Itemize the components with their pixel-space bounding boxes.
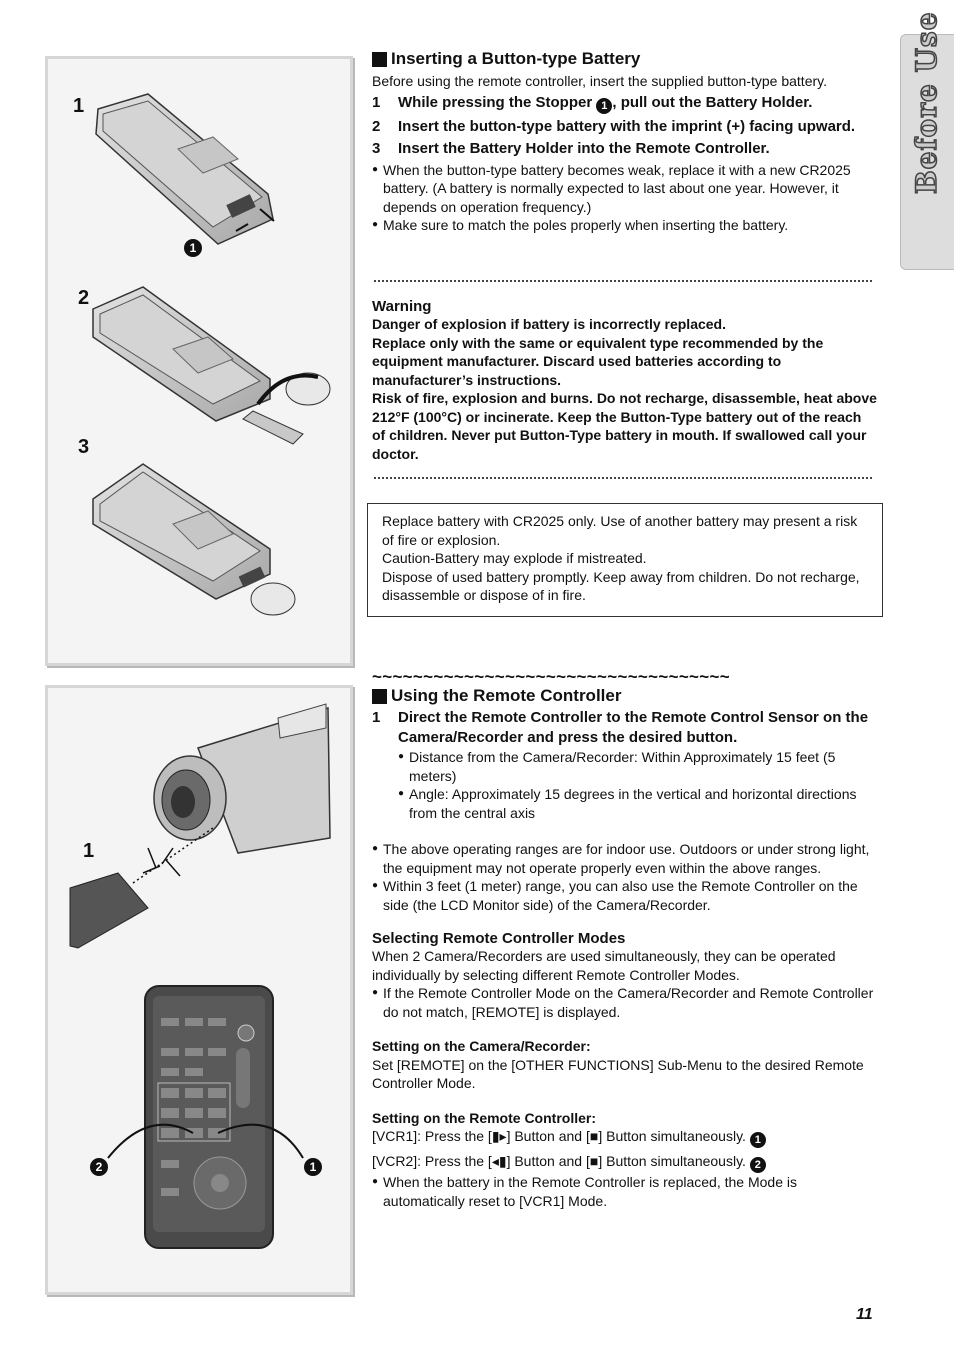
battery-note-1: ● When the button-type battery becomes weak, replace it with a new CR2025 battery. (A battery is normally expected to last about one year. However, it depends on operation frequency.) (372, 161, 851, 215)
figure-number-3: 3 (78, 436, 90, 458)
battery-step-3: 3 Insert the Battery Holder into the Remote Controller. (372, 139, 770, 157)
divider-dotted-1 (374, 280, 872, 282)
vcr1-ref-icon: 1 (750, 1132, 766, 1148)
vcr2-ref-icon: 2 (750, 1157, 766, 1173)
stopper-ref-icon: 1 (596, 98, 612, 114)
figure-number-2: 2 (78, 287, 90, 309)
figure-number-remote: 1 (83, 840, 95, 862)
play-icon: ▮▸ (491, 1128, 507, 1144)
remote-section (372, 667, 878, 1210)
section-marker (372, 689, 387, 704)
remote-back-1 (96, 94, 274, 244)
battery-step-1: 1 While pressing the Stopper 1 , pull out the Battery Holder. (372, 93, 813, 112)
section-tab-label: Before Use (910, 11, 943, 194)
caution-line-1: Replace battery with CR2025 only. Use of another battery may present a risk of fire or explosion. (382, 513, 858, 548)
battery-illustration-panel (45, 56, 353, 666)
modes-title: Selecting Remote Controller Modes (372, 930, 626, 947)
reverse-play-icon: ◂▮ (491, 1153, 507, 1169)
divider-dotted-2 (374, 477, 872, 479)
range-note-2: ● Within 3 feet (1 meter) range, you can also use the Remote Controller on the side (the LCD Monitor side) of the Camera/Recorder. (372, 878, 858, 913)
remote-front (145, 986, 273, 1248)
modes-note: ● If the Remote Controller Mode on the Camera/Recorder and Remote Controller do not match, [REMOTE] is displayed. (372, 985, 874, 1020)
vcr2-callout: 2 (90, 1158, 108, 1176)
remote-usage-illustration-panel (45, 685, 353, 1295)
range-angle: ● Angle: Approximately 15 degrees in the vertical and horizontal directions from the central axis (398, 786, 857, 821)
remote-step-1: 1 Direct the Remote Controller to the Remote Control Sensor on the Camera/Recorder and press the desired button. (372, 709, 869, 746)
remote-back-3 (93, 464, 295, 615)
warning-line-2: Replace only with the same or equivalent type recommended by the equipment manufacturer. Discard used batteries according to manufacturer’s instructions. (372, 334, 824, 388)
warning-line-1: Danger of explosion if battery is incorrectly replaced. (372, 316, 726, 332)
battery-insertion-illustration (48, 59, 350, 663)
remote-back-2 (93, 287, 330, 444)
caution-line-3: Dispose of used battery promptly. Keep away from children. Do not recharge, disassemble or dispose of in fire. (382, 568, 860, 603)
range-note-1: ● The above operating ranges are for indoor use. Outdoors or under strong light, the equipment may not operate properly even within the above ranges. (372, 841, 870, 876)
camera-setting-text: Set [REMOTE] on the [OTHER FUNCTIONS] Sub-Menu to the desired Remote Controller Mode. (372, 1056, 864, 1091)
mode-reset-note: ● When the battery in the Remote Controller is replaced, the Mode is automatically reset to [VCR1] Mode. (372, 1174, 797, 1209)
camera-recorder (154, 704, 330, 853)
caution-line-2: Caution-Battery may explode if mistreated. (382, 550, 647, 566)
battery-section (372, 49, 878, 235)
remote-section-title: Using the Remote Controller (372, 686, 878, 706)
warning-title: Warning (372, 298, 432, 315)
stop-icon: ■ (589, 1128, 599, 1144)
battery-intro: Before using the remote controller, insert the supplied button-type battery. (372, 73, 827, 89)
warning-line-3: Risk of fire, explosion and burns. Do not recharge, disassemble, heat above 212°F (100°C) or incinerate. Keep the Button-Type battery out of the reach of children. Never put Button-Type battery in mouth. If swallowed call your doctor. (372, 390, 877, 462)
battery-step-2: 2 Insert the button-type battery with the imprint (+) facing upward. (372, 117, 856, 135)
battery-note-2: ● Make sure to match the poles properly when inserting the battery. (372, 217, 789, 233)
vcr1-instruction: [VCR1]: Press the [▮▸] Button and [■] Button simultaneously. 1 (372, 1127, 878, 1148)
range-distance: ● Distance from the Camera/Recorder: Within Approximately 15 feet (5 meters) (398, 749, 836, 784)
warning-block (372, 298, 878, 463)
stopper-callout: 1 (184, 239, 202, 257)
camera-setting-title: Setting on the Camera/Recorder: (372, 1038, 591, 1054)
modes-intro: When 2 Camera/Recorders are used simultaneously, they can be operated individually by selecting different Remote Controller Modes. (372, 948, 836, 983)
section-marker (372, 52, 387, 67)
section-separator-tilde: ~~~~~~~~~~~~~~~~~~~~~~~~~~~~~~~~~~~ (372, 667, 730, 686)
page-number: 11 (856, 1306, 873, 1323)
figure-number-1: 1 (73, 95, 85, 117)
remote-usage-illustration (48, 688, 350, 1292)
battery-section-title: Inserting a Button-type Battery (372, 49, 878, 69)
remote-setting-title: Setting on the Remote Controller: (372, 1109, 596, 1126)
stop-icon: ■ (589, 1153, 599, 1169)
caution-box (367, 503, 883, 617)
vcr1-callout: 1 (304, 1158, 322, 1176)
vcr2-instruction: [VCR2]: Press the [◂▮] Button and [■] Button simultaneously. 2 (372, 1152, 878, 1173)
